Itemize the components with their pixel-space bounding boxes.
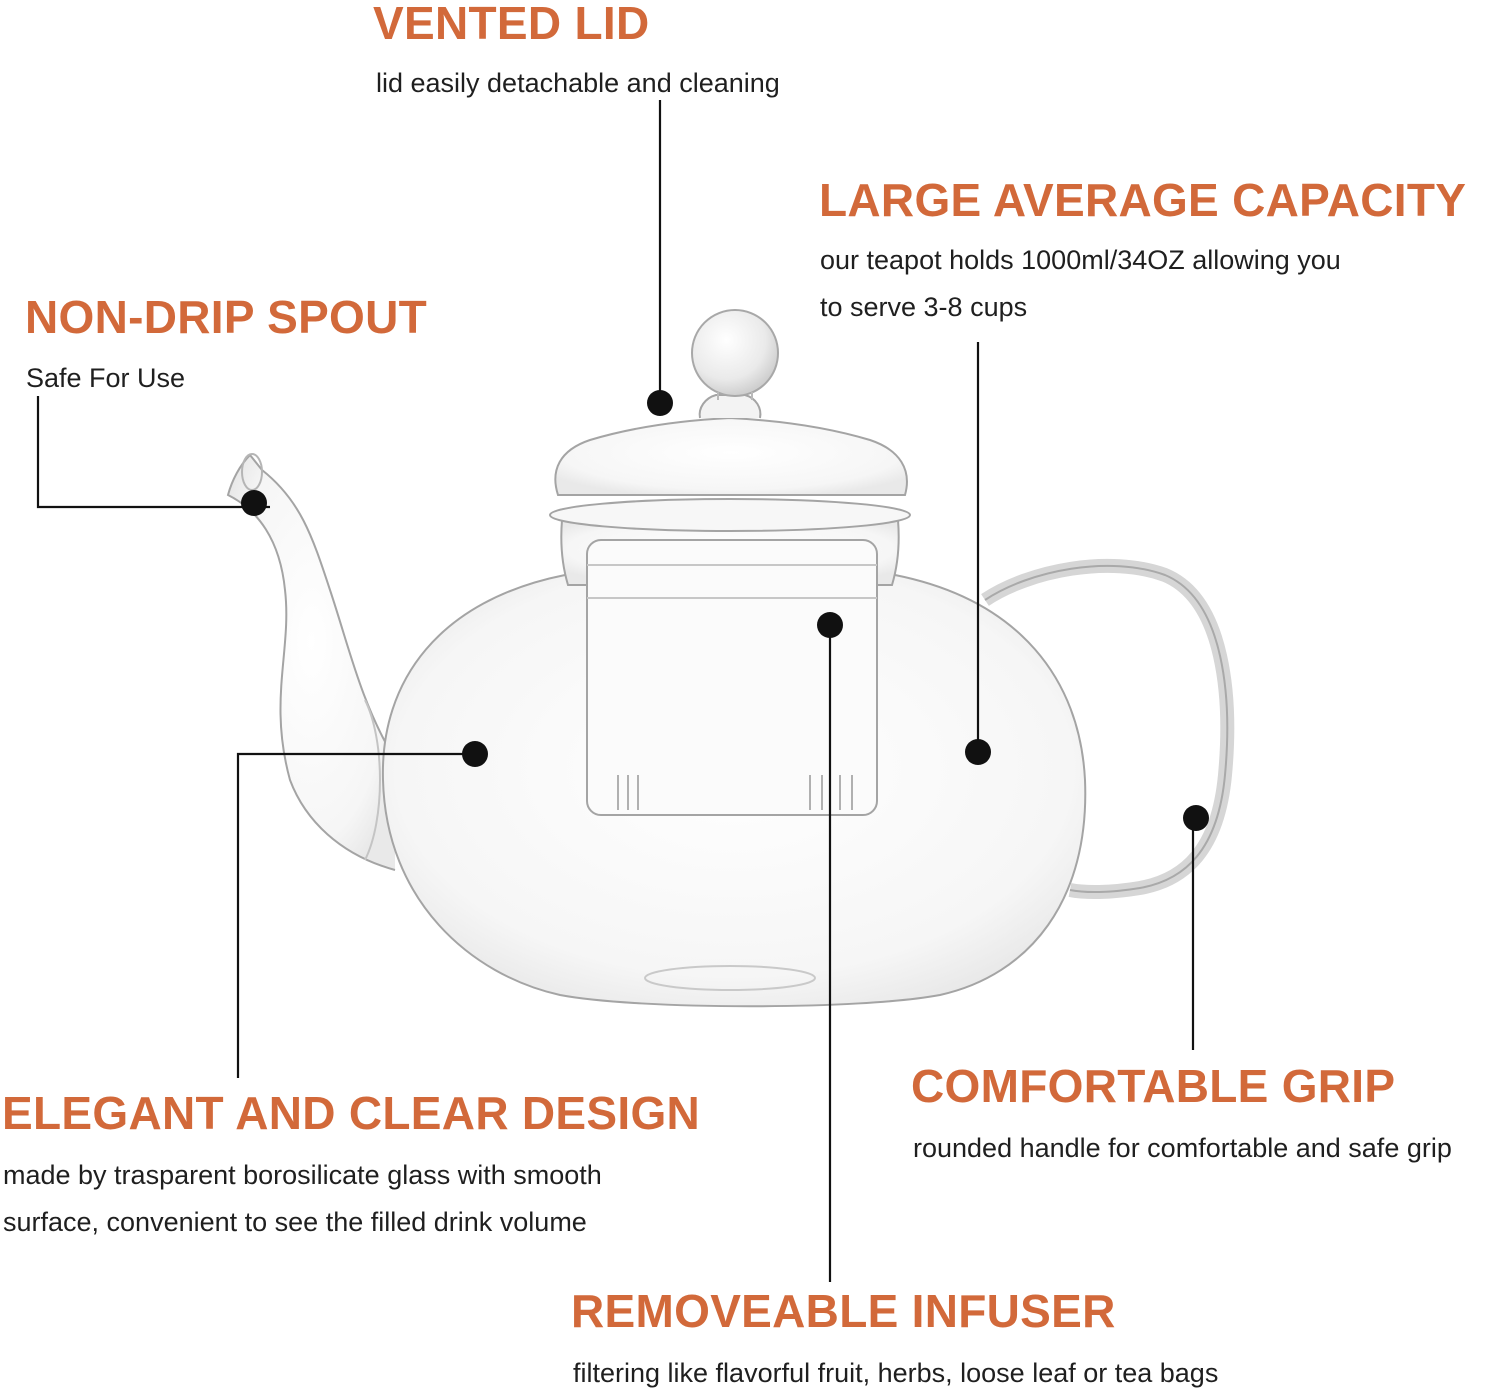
elegant-design-line-1: made by trasparent borosilicate glass with smooth: [3, 1160, 602, 1190]
large-capacity-description: [820, 237, 1341, 331]
teapot-lid: [555, 418, 907, 495]
large-capacity-line-1: our teapot holds 1000ml/34OZ allowing you: [820, 245, 1341, 275]
vented-lid-line-1: lid easily detachable and cleaning: [376, 68, 780, 98]
teapot-infuser: [587, 540, 877, 815]
marker-dot-large-capacity: [965, 739, 991, 765]
vented-lid-description: [376, 60, 780, 107]
marker-dot-elegant-design: [462, 741, 488, 767]
large-capacity-title: LARGE AVERAGE CAPACITY: [819, 174, 1467, 226]
teapot: [228, 310, 1227, 1006]
non-drip-spout-line-1: Safe For Use: [26, 363, 186, 393]
marker-dot-non-drip-spout: [241, 490, 267, 516]
vented-lid-title: VENTED LID: [373, 0, 650, 49]
comfortable-grip-description: [913, 1125, 1452, 1172]
elegant-design-description: [3, 1152, 602, 1246]
teapot-spout: [228, 455, 395, 870]
removeable-infuser-line-1: filtering like flavorful fruit, herbs, loose leaf or tea bags: [573, 1358, 1219, 1388]
elegant-design-line-2: surface, convenient to see the filled drink volume: [3, 1207, 587, 1237]
removeable-infuser-description: [573, 1350, 1218, 1397]
removeable-infuser-title: REMOVEABLE INFUSER: [571, 1285, 1116, 1337]
comfortable-grip-line-1: rounded handle for comfortable and safe grip: [913, 1133, 1452, 1163]
marker-dot-vented-lid: [647, 390, 673, 416]
non-drip-spout-title: NON-DRIP SPOUT: [25, 291, 428, 343]
non-drip-spout-description: [26, 355, 185, 402]
marker-dot-comfortable-grip: [1183, 805, 1209, 831]
large-capacity-line-2: to serve 3-8 cups: [820, 292, 1028, 322]
elegant-design-title: ELEGANT AND CLEAR DESIGN: [2, 1087, 701, 1139]
marker-dot-removeable-infuser: [817, 612, 843, 638]
lid-knob: [692, 310, 778, 396]
comfortable-grip-title: COMFORTABLE GRIP: [911, 1060, 1396, 1112]
